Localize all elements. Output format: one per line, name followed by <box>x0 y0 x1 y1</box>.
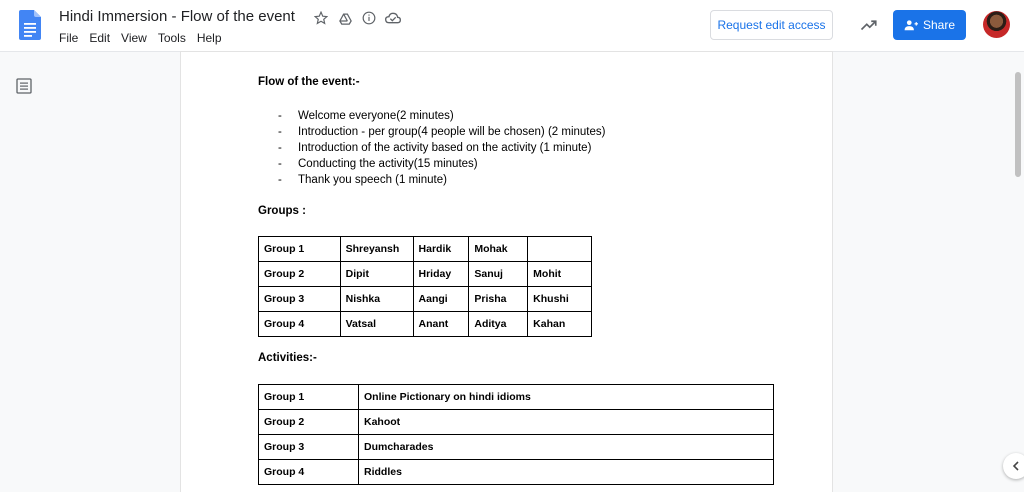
list-item: - Conducting the activity(15 minutes) <box>278 158 478 170</box>
list-item: - Welcome everyone(2 minutes) <box>278 110 454 122</box>
table-cell: Group 4 <box>259 312 341 337</box>
menu-help[interactable]: Help <box>196 31 222 45</box>
person-add-icon <box>904 19 918 31</box>
table-cell: Aditya <box>469 312 528 337</box>
table-cell: Group 4 <box>259 460 359 485</box>
table-cell: Prisha <box>469 287 528 312</box>
table-cell: Khushi <box>528 287 592 312</box>
table-cell: Hardik <box>413 237 469 262</box>
table-cell: Mohit <box>528 262 592 287</box>
table-row <box>259 410 774 435</box>
top-bar <box>0 0 1024 52</box>
table-cell: Riddles <box>359 460 774 485</box>
table-row <box>259 460 774 485</box>
table-cell: Group 2 <box>259 410 359 435</box>
table-row <box>259 237 592 262</box>
table-cell: Dipit <box>340 262 413 287</box>
table-cell: Group 3 <box>259 435 359 460</box>
side-panel-toggle-button[interactable] <box>1003 453 1024 479</box>
flow-heading: Flow of the event:- <box>258 76 360 88</box>
menu-bar <box>59 31 233 45</box>
table-row <box>259 435 774 460</box>
menu-view[interactable]: View <box>121 31 147 45</box>
share-button[interactable] <box>893 10 966 40</box>
table-row <box>259 385 774 410</box>
table-cell: Vatsal <box>340 312 413 337</box>
star-icon[interactable] <box>312 9 330 27</box>
document-title[interactable]: Hindi Immersion - Flow of the event <box>59 8 295 25</box>
table-cell: Online Pictionary on hindi idioms <box>359 385 774 410</box>
table-cell: Sanuj <box>469 262 528 287</box>
table-row <box>259 312 592 337</box>
drive-move-icon[interactable] <box>336 9 354 27</box>
list-item: - Introduction of the activity based on the activity (1 minute) <box>278 142 592 154</box>
activity-dashboard-icon[interactable] <box>860 16 878 34</box>
avatar[interactable] <box>983 11 1010 38</box>
menu-edit[interactable]: Edit <box>89 31 111 45</box>
table-row <box>259 287 592 312</box>
activities-table <box>258 384 774 485</box>
table-cell: Group 1 <box>259 237 341 262</box>
table-cell: Kahan <box>528 312 592 337</box>
table-cell: Mohak <box>469 237 528 262</box>
table-cell: Hriday <box>413 262 469 287</box>
chevron-left-icon <box>1011 461 1021 471</box>
docs-logo-icon[interactable] <box>19 10 41 40</box>
table-cell: Anant <box>413 312 469 337</box>
list-item: - Introduction - per group(4 people will be chosen) (2 minutes) <box>278 126 606 138</box>
list-item: - Thank you speech (1 minute) <box>278 174 447 186</box>
document-outline-icon[interactable] <box>16 78 32 94</box>
activities-heading: Activities:- <box>258 352 317 364</box>
table-cell: Kahoot <box>359 410 774 435</box>
groups-heading: Groups : <box>258 205 306 217</box>
table-cell: Shreyansh <box>340 237 413 262</box>
table-row <box>259 262 592 287</box>
groups-table <box>258 236 592 337</box>
info-icon[interactable] <box>360 9 378 27</box>
share-label: Share <box>922 18 956 32</box>
cloud-saved-icon[interactable] <box>384 9 402 27</box>
menu-file[interactable]: File <box>59 31 79 45</box>
table-cell: Aangi <box>413 287 469 312</box>
table-cell: Group 2 <box>259 262 341 287</box>
flow-list <box>278 108 605 188</box>
table-cell: Nishka <box>340 287 413 312</box>
scrollbar-thumb[interactable] <box>1015 72 1021 177</box>
table-cell <box>528 237 592 262</box>
menu-tools[interactable]: Tools <box>157 31 186 45</box>
table-cell: Dumcharades <box>359 435 774 460</box>
table-cell: Group 3 <box>259 287 341 312</box>
request-edit-access-button[interactable]: Request edit access <box>710 10 833 40</box>
table-cell: Group 1 <box>259 385 359 410</box>
